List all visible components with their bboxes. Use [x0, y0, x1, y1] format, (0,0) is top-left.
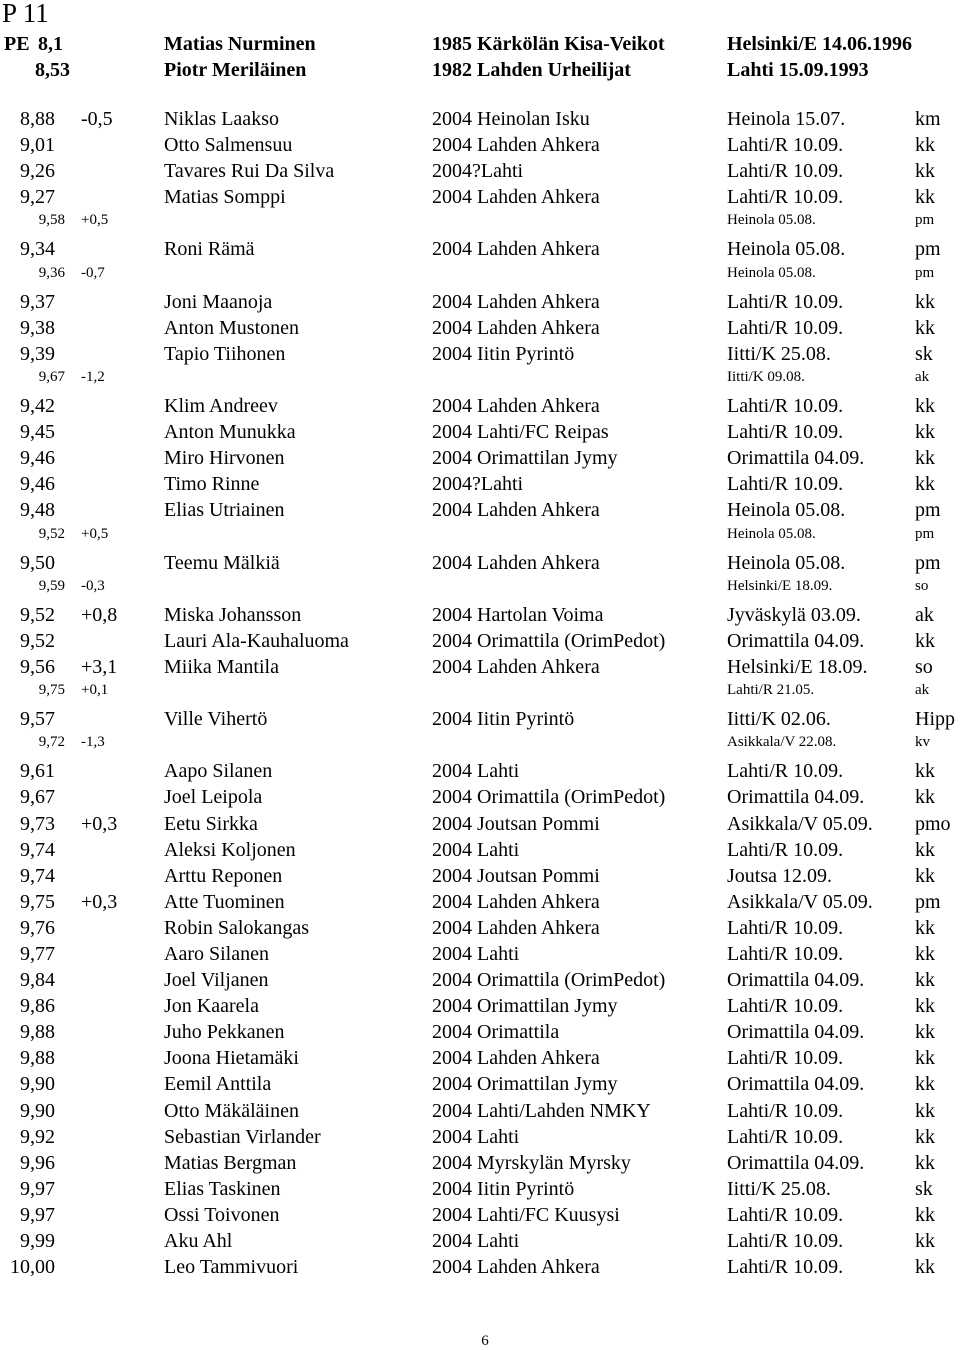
athlete-club: 2004 Lahden Ahkera [432, 238, 600, 261]
result-value: 9,45 [20, 421, 55, 444]
result-value: 9,56 [20, 655, 55, 678]
athlete-club: 2004 Orimattila (OrimPedot) [432, 786, 666, 809]
athlete-name: Sebastian Virlander [164, 1125, 321, 1148]
competition-place-date: Asikkala/V 22.08. [727, 734, 837, 751]
athlete-name: Joona Hietamäki [164, 1047, 299, 1070]
result-value: 9,97 [20, 1177, 55, 1200]
competition-code: kk [915, 1021, 935, 1044]
result-value: 9,61 [20, 760, 55, 783]
wind-value: +0,5 [81, 525, 109, 542]
athlete-name: Miika Mantila [164, 655, 279, 678]
competition-place-date: Lahti/R 10.09. [727, 290, 844, 313]
competition-code: so [915, 577, 929, 594]
competition-place-date: Lahti/R 21.05. [727, 682, 815, 699]
athlete-club: 2004 Hartolan Voima [432, 603, 604, 626]
competition-code: kk [915, 447, 935, 470]
athlete-name: Joel Viljanen [164, 969, 269, 992]
competition-code: kk [915, 1151, 935, 1174]
athlete-club: 2004 Lahden Ahkera [432, 1256, 600, 1279]
athlete-club: 2004 Iitin Pyrintö [432, 708, 575, 731]
record-result: 8,1 [38, 33, 63, 55]
competition-place-date: Orimattila 04.09. [727, 1073, 865, 1096]
result-value: 9,26 [20, 160, 55, 183]
athlete-club: 2004 Myrskylän Myrsky [432, 1151, 631, 1174]
wind-value: +3,1 [81, 655, 118, 678]
record-place: Lahti 15.09.1993 [727, 59, 869, 81]
competition-code: kk [915, 969, 935, 992]
result-subrow [0, 578, 960, 604]
competition-code: kk [915, 786, 935, 809]
athlete-club: 2004 Lahden Ahkera [432, 395, 600, 418]
athlete-club: 2004 Lahti/Lahden NMKY [432, 1099, 651, 1122]
results-list [0, 108, 960, 1282]
competition-place-date: Lahti/R 10.09. [727, 1099, 844, 1122]
result-subrow [0, 682, 960, 708]
competition-code: kk [915, 1230, 935, 1253]
page-number: 6 [481, 1333, 489, 1349]
result-value: 9,75 [38, 682, 65, 699]
competition-place-date: Lahti/R 10.09. [727, 186, 844, 209]
athlete-name: Anton Munukka [164, 421, 296, 444]
result-value: 9,67 [20, 786, 55, 809]
result-value: 9,46 [20, 473, 55, 496]
competition-code: kk [915, 421, 935, 444]
athlete-name: Miro Hirvonen [164, 447, 285, 470]
result-row [0, 473, 960, 499]
competition-code: pm [915, 499, 941, 522]
wind-value: +0,5 [81, 212, 109, 229]
competition-code: pm [915, 264, 935, 281]
result-value: 9,01 [20, 134, 55, 157]
athlete-club: 2004 Orimattila (OrimPedot) [432, 969, 666, 992]
result-row [0, 395, 960, 421]
result-value: 9,88 [20, 1047, 55, 1070]
result-subrow [0, 526, 960, 552]
competition-place-date: Orimattila 04.09. [727, 969, 865, 992]
athlete-club: 2004 Lahden Ahkera [432, 551, 600, 574]
result-row [0, 1047, 960, 1073]
competition-code: Hipp [915, 708, 955, 731]
wind-value: +0,1 [81, 682, 109, 699]
athlete-club: 2004 Lahden Ahkera [432, 316, 600, 339]
page-footer [0, 1333, 960, 1350]
competition-code: pm [915, 551, 941, 574]
result-value: 9,58 [38, 212, 65, 229]
result-row [0, 552, 960, 578]
competition-place-date: Asikkala/V 05.09. [727, 890, 873, 913]
competition-code: sk [915, 342, 933, 365]
athlete-club: 2004 Lahden Ahkera [432, 890, 600, 913]
result-row [0, 1178, 960, 1204]
result-value: 9,84 [20, 969, 55, 992]
wind-value: -0,7 [81, 264, 105, 281]
competition-place-date: Heinola 05.08. [727, 551, 846, 574]
competition-code: ak [915, 603, 934, 626]
competition-code: so [915, 655, 933, 678]
result-row [0, 160, 960, 186]
result-row [0, 186, 960, 212]
competition-code: kk [915, 760, 935, 783]
competition-code: kk [915, 943, 935, 965]
result-row [0, 1100, 960, 1126]
wind-value: -1,2 [81, 368, 105, 385]
athlete-name: Jon Kaarela [164, 995, 259, 1018]
wind-value: +0,3 [81, 890, 118, 913]
result-subrow [0, 212, 960, 238]
competition-code: kv [915, 734, 930, 751]
athlete-club: 2004 Iitin Pyrintö [432, 342, 575, 365]
athlete-name: Aaro Silanen [164, 943, 269, 965]
athlete-name: Aapo Silanen [164, 760, 273, 783]
result-row [0, 1230, 960, 1256]
competition-place-date: Orimattila 04.09. [727, 629, 865, 652]
result-row [0, 656, 960, 682]
result-row [0, 1256, 960, 1282]
result-row [0, 1204, 960, 1230]
result-value: 9,52 [20, 603, 55, 626]
competition-code: ak [915, 682, 930, 699]
page-title: P 11 [2, 0, 49, 28]
result-row [0, 760, 960, 786]
athlete-name: Roni Rämä [164, 238, 255, 261]
result-row [0, 238, 960, 264]
wind-value: +0,3 [81, 812, 118, 835]
competition-code: sk [915, 1177, 933, 1200]
result-value: 9,90 [20, 1099, 55, 1122]
competition-code: kk [915, 1073, 935, 1096]
competition-place-date: Lahti/R 10.09. [727, 916, 844, 939]
result-value: 9,74 [20, 864, 55, 887]
record-club: 1982 Lahden Urheilijat [432, 59, 631, 81]
athlete-club: 2004 Orimattila [432, 1021, 560, 1044]
athlete-club: 2004 Lahden Ahkera [432, 186, 600, 209]
result-value: 9,92 [20, 1125, 55, 1148]
competition-place-date: Heinola 05.08. [727, 238, 846, 261]
result-value: 9,36 [38, 264, 65, 281]
result-value: 9,48 [20, 499, 55, 522]
competition-place-date: Heinola 05.08. [727, 264, 816, 281]
athlete-name: Anton Mustonen [164, 316, 299, 339]
result-value: 10,00 [10, 1256, 55, 1279]
competition-code: kk [915, 160, 935, 183]
athlete-club: 2004 Joutsan Pommi [432, 812, 600, 835]
competition-place-date: Lahti/R 10.09. [727, 995, 844, 1018]
athlete-name: Joel Leipola [164, 786, 263, 809]
athlete-name: Teemu Mälkiä [164, 551, 280, 574]
athlete-club: 2004 Lahden Ahkera [432, 134, 600, 157]
result-row [0, 786, 960, 812]
athlete-club: 2004 Joutsan Pommi [432, 864, 600, 887]
result-value: 9,86 [20, 995, 55, 1018]
competition-place-date: Lahti/R 10.09. [727, 1125, 844, 1148]
competition-place-date: Lahti/R 10.09. [727, 395, 844, 418]
athlete-name: Niklas Laakso [164, 108, 279, 130]
competition-place-date: Lahti/R 10.09. [727, 134, 844, 157]
result-row [0, 1152, 960, 1178]
athlete-name: Eetu Sirkka [164, 812, 258, 835]
result-row [0, 108, 960, 134]
athlete-name: Joni Maanoja [164, 290, 273, 313]
athlete-club: 2004 Lahti [432, 838, 520, 861]
result-row [0, 291, 960, 317]
result-value: 9,27 [20, 186, 55, 209]
competition-place-date: Iitti/K 25.08. [727, 1177, 831, 1200]
athlete-name: Atte Tuominen [164, 890, 285, 913]
record-place: Helsinki/E 14.06.1996 [727, 33, 913, 55]
result-subrow [0, 734, 960, 760]
competition-code: kk [915, 290, 935, 313]
competition-place-date: Joutsa 12.09. [727, 864, 832, 887]
athlete-name: Matias Bergman [164, 1151, 297, 1174]
result-row [0, 891, 960, 917]
competition-place-date: Orimattila 04.09. [727, 447, 865, 470]
athlete-name: Aku Ahl [164, 1230, 233, 1253]
competition-place-date: Iitti/K 25.08. [727, 342, 831, 365]
competition-code: kk [915, 1047, 935, 1070]
result-value: 9,96 [20, 1151, 55, 1174]
athlete-club: 2004 Lahti [432, 760, 520, 783]
wind-value: -1,3 [81, 734, 105, 751]
athlete-name: Robin Salokangas [164, 916, 309, 939]
competition-code: ak [915, 368, 930, 385]
result-value: 9,52 [20, 629, 55, 652]
competition-place-date: Lahti/R 10.09. [727, 473, 844, 496]
competition-place-date: Orimattila 04.09. [727, 1021, 865, 1044]
result-value: 9,34 [20, 238, 55, 261]
athlete-name: Tavares Rui Da Silva [164, 160, 335, 183]
athlete-name: Aleksi Koljonen [164, 838, 296, 861]
athlete-club: 2004 Lahti [432, 943, 520, 965]
competition-place-date: Lahti/R 10.09. [727, 1230, 844, 1253]
athlete-club: 2004?Lahti [432, 160, 524, 183]
competition-place-date: Iitti/K 09.08. [727, 368, 805, 385]
competition-code: kk [915, 316, 935, 339]
record-club: 1985 Kärkölän Kisa-Veikot [432, 33, 665, 55]
athlete-club: 2004 Orimattilan Jymy [432, 995, 618, 1018]
athlete-club: 2004 Heinolan Isku [432, 108, 590, 130]
competition-place-date: Lahti/R 10.09. [727, 760, 844, 783]
competition-code: pm [915, 212, 935, 229]
athlete-name: Timo Rinne [164, 473, 260, 496]
result-row [0, 343, 960, 369]
result-value: 9,39 [20, 342, 55, 365]
result-row [0, 1021, 960, 1047]
competition-place-date: Lahti/R 10.09. [727, 1256, 844, 1279]
competition-code: pm [915, 890, 941, 913]
result-value: 9,76 [20, 916, 55, 939]
result-row [0, 499, 960, 525]
athlete-club: 2004 Orimattilan Jymy [432, 447, 618, 470]
athlete-club: 2004 Lahden Ahkera [432, 499, 600, 522]
competition-place-date: Helsinki/E 18.09. [727, 577, 833, 594]
competition-place-date: Lahti/R 10.09. [727, 316, 844, 339]
wind-value: -0,5 [81, 108, 113, 130]
competition-place-date: Lahti/R 10.09. [727, 421, 844, 444]
competition-code: kk [915, 864, 935, 887]
competition-place-date: Orimattila 04.09. [727, 1151, 865, 1174]
record-name: Matias Nurminen [164, 33, 316, 55]
wind-value: +0,8 [81, 603, 118, 626]
result-value: 9,38 [20, 316, 55, 339]
athlete-name: Klim Andreev [164, 395, 278, 418]
result-row [0, 865, 960, 891]
competition-code: kk [915, 134, 935, 157]
result-value: 9,50 [20, 551, 55, 574]
athlete-club: 2004 Lahti/FC Kuusysi [432, 1203, 620, 1226]
wind-value: -0,3 [81, 577, 105, 594]
record-row-secondary [0, 59, 960, 85]
competition-place-date: Heinola 15.07. [727, 108, 846, 130]
result-value: 9,42 [20, 395, 55, 418]
competition-place-date: Heinola 05.08. [727, 212, 816, 229]
competition-code: kk [915, 395, 935, 418]
athlete-name: Ossi Toivonen [164, 1203, 280, 1226]
competition-code: kk [915, 995, 935, 1018]
competition-place-date: Iitti/K 02.06. [727, 708, 831, 731]
result-row [0, 134, 960, 160]
result-value: 9,46 [20, 447, 55, 470]
competition-code: pmo [915, 812, 951, 835]
result-row [0, 969, 960, 995]
athlete-club: 2004 Lahti [432, 1125, 520, 1148]
competition-place-date: Jyväskylä 03.09. [727, 603, 861, 626]
competition-code: kk [915, 838, 935, 861]
result-row [0, 995, 960, 1021]
result-value: 9,73 [20, 812, 55, 835]
competition-place-date: Heinola 05.08. [727, 525, 816, 542]
result-row [0, 813, 960, 839]
result-value: 9,90 [20, 1073, 55, 1096]
athlete-club: 2004 Lahden Ahkera [432, 1047, 600, 1070]
result-row [0, 317, 960, 343]
competition-place-date: Lahti/R 10.09. [727, 1203, 844, 1226]
result-value: 9,74 [20, 838, 55, 861]
result-row [0, 1073, 960, 1099]
competition-place-date: Lahti/R 10.09. [727, 838, 844, 861]
result-row [0, 604, 960, 630]
athlete-club: 2004 Lahden Ahkera [432, 655, 600, 678]
competition-code: kk [915, 186, 935, 209]
result-row [0, 447, 960, 473]
competition-place-date: Lahti/R 10.09. [727, 160, 844, 183]
record-result: 8,53 [35, 59, 70, 81]
competition-place-date: Heinola 05.08. [727, 499, 846, 522]
athlete-name: Otto Mäkäläinen [164, 1099, 299, 1122]
competition-code: pm [915, 525, 935, 542]
result-value: 9,88 [20, 1021, 55, 1044]
record-name: Piotr Meriläinen [164, 59, 307, 81]
athlete-name: Leo Tammivuori [164, 1256, 299, 1279]
result-subrow [0, 265, 960, 291]
athlete-club: 2004 Orimattilan Jymy [432, 1073, 618, 1096]
result-value: 9,75 [20, 890, 55, 913]
result-value: 9,52 [38, 525, 65, 542]
athlete-club: 2004 Lahti [432, 1230, 520, 1253]
athlete-name: Tapio Tiihonen [164, 342, 286, 365]
result-value: 9,37 [20, 290, 55, 313]
competition-code: kk [915, 1256, 935, 1279]
record-label: PE [4, 33, 30, 55]
result-row [0, 421, 960, 447]
result-row [0, 943, 960, 969]
result-value: 9,72 [38, 734, 65, 751]
result-row [0, 1126, 960, 1152]
athlete-club: 2004 Lahti/FC Reipas [432, 421, 609, 444]
competition-code: km [915, 108, 941, 130]
result-value: 9,97 [20, 1203, 55, 1226]
athlete-name: Lauri Ala-Kauhaluoma [164, 629, 349, 652]
competition-code: kk [915, 1099, 935, 1122]
competition-code: kk [915, 1125, 935, 1148]
record-row-pe [0, 33, 960, 59]
athlete-name: Elias Taskinen [164, 1177, 281, 1200]
athlete-club: 2004 Lahden Ahkera [432, 916, 600, 939]
result-value: 8,88 [20, 108, 55, 130]
result-value: 9,57 [20, 708, 55, 731]
athlete-club: 2004 Iitin Pyrintö [432, 1177, 575, 1200]
athlete-name: Otto Salmensuu [164, 134, 293, 157]
competition-place-date: Lahti/R 10.09. [727, 943, 844, 965]
athlete-name: Elias Utriainen [164, 499, 285, 522]
competition-place-date: Lahti/R 10.09. [727, 1047, 844, 1070]
athlete-name: Juho Pekkanen [164, 1021, 285, 1044]
result-value: 9,99 [20, 1230, 55, 1253]
result-value: 9,77 [20, 943, 55, 965]
competition-code: kk [915, 916, 935, 939]
competition-code: kk [915, 1203, 935, 1226]
competition-place-date: Orimattila 04.09. [727, 786, 865, 809]
result-value: 9,59 [38, 577, 65, 594]
athlete-name: Ville Vihertö [164, 708, 268, 731]
athlete-club: 2004 Orimattila (OrimPedot) [432, 629, 666, 652]
athlete-name: Arttu Reponen [164, 864, 283, 887]
result-row [0, 630, 960, 656]
competition-place-date: Helsinki/E 18.09. [727, 655, 868, 678]
result-subrow [0, 369, 960, 395]
athlete-club: 2004?Lahti [432, 473, 524, 496]
competition-place-date: Asikkala/V 05.09. [727, 812, 873, 835]
result-value: 9,67 [38, 368, 65, 385]
competition-code: kk [915, 473, 935, 496]
athlete-club: 2004 Lahden Ahkera [432, 290, 600, 313]
result-row [0, 917, 960, 943]
athlete-name: Eemil Anttila [164, 1073, 272, 1096]
competition-code: kk [915, 629, 935, 652]
result-row [0, 839, 960, 865]
athlete-name: Miska Johansson [164, 603, 302, 626]
result-row [0, 708, 960, 734]
athlete-name: Matias Somppi [164, 186, 286, 209]
competition-code: pm [915, 238, 941, 261]
